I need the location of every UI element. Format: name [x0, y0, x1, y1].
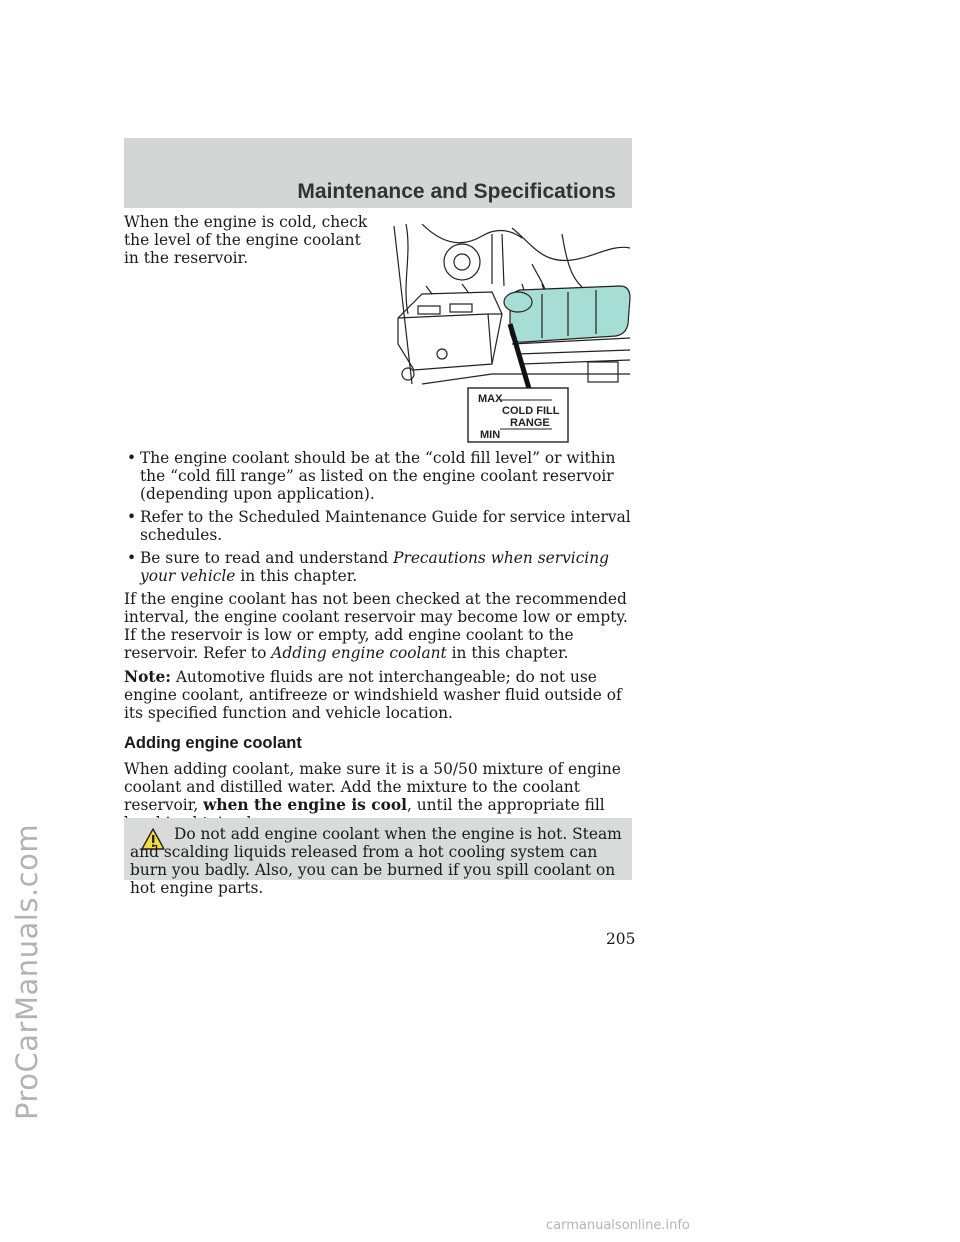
- bottom-watermark: carmanualsonline.info: [546, 1218, 690, 1233]
- list-item: • Refer to the Scheduled Maintenance Guide for service interval schedules.: [127, 508, 631, 544]
- range-label: RANGE: [510, 417, 550, 429]
- note-paragraph: Note: Automotive fluids are not interchangeable; do not use engine coolant, antifreeze or windshield washer fluid outside of its specified function and vehicle location.: [124, 668, 622, 722]
- page-number: 205: [606, 930, 636, 948]
- engine-coolant-reservoir-illustration: [392, 224, 632, 444]
- coolant-reservoir: [504, 286, 630, 342]
- bullet-list: [124, 449, 636, 590]
- section-header-band: [124, 138, 632, 208]
- list-item: • Be sure to read and understand Precautions when servicing your vehicle in this chapter.: [127, 549, 609, 585]
- warning-text: Do not add engine coolant when the engine is hot. Steam and scalding liquids released from a hot cooling system can burn you badly. Also, you can be burned if you spill coolant on hot engine parts.: [130, 825, 622, 897]
- min-label: MIN: [480, 429, 501, 441]
- adding-coolant-paragraph: When adding coolant, make sure it is a 50/50 mixture of engine coolant and distilled water. Add the mixture to the coolant reservoir, when the engine is cool, until the appropriate fill: [124, 760, 621, 814]
- list-item: • The engine coolant should be at the “cold fill level” or within the “cold fill range” as listed on the engine coolant reservoir (depending upon application).: [127, 449, 616, 503]
- max-label: MAX: [478, 393, 503, 405]
- section-heading: Adding engine coolant: [124, 734, 302, 752]
- reservoir-check-paragraph: If the engine coolant has not been checked at the recommended interval, the engine coolant reservoir may become low or empty. If the reservoir is low or empty, add engine coolant to the reservoir. Refer to Adding engine coolant in this chapter.: [124, 590, 628, 662]
- intro-paragraph: When the engine is cold, check the level of the engine coolant in the reservoir.: [124, 213, 368, 267]
- section-title: Maintenance and Specifications: [297, 180, 616, 203]
- warning-box: [124, 818, 632, 897]
- cold-fill-label: COLD FILL: [502, 405, 560, 417]
- engine-bay-drawing: [392, 224, 632, 444]
